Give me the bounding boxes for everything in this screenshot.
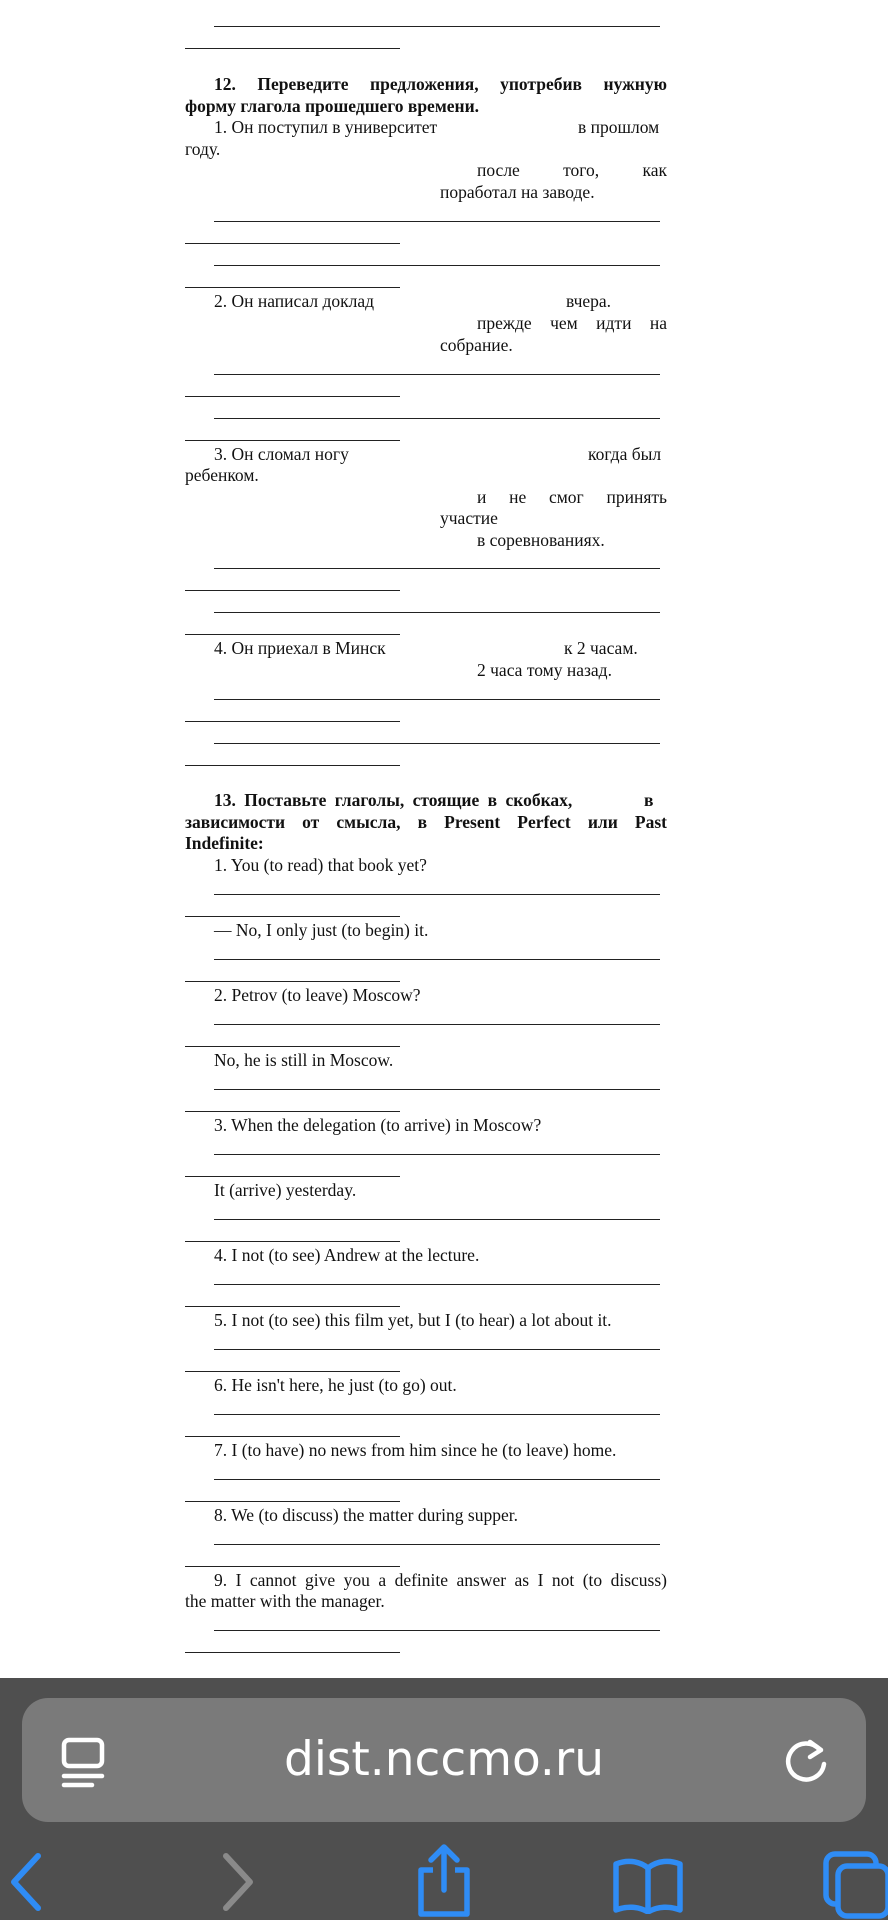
answer-line	[185, 634, 400, 635]
ex12-s2-text: 2. Он написал доклад	[214, 291, 375, 311]
ex13-item: 6. He isn't here, he just (to go) out.	[214, 1375, 457, 1395]
answer-line	[214, 1154, 660, 1155]
ex12-s2-translation: прежде чем идти на	[477, 313, 667, 333]
ex13-item: It (arrive) yesterday.	[214, 1180, 357, 1200]
answer-line	[185, 1371, 400, 1372]
ex12-s3-text: ребенком.	[185, 465, 259, 485]
answer-line	[185, 1176, 400, 1177]
ex13-item: 9. I cannot give you a definite answer as I not (to discuss)	[214, 1570, 667, 1590]
answer-line	[185, 1046, 400, 1047]
answer-line	[214, 1544, 660, 1545]
answer-line	[214, 26, 660, 27]
answer-line	[185, 1436, 400, 1437]
ex12-s3-translation: и не смог принять	[477, 487, 667, 507]
answer-line	[185, 243, 400, 244]
answer-line	[214, 265, 660, 266]
ex12-s1-translation: поработал на заводе.	[440, 182, 595, 202]
answer-line	[214, 1479, 660, 1480]
ex13-item: 2. Petrov (to leave) Moscow?	[214, 985, 421, 1005]
answer-line	[185, 981, 400, 982]
ex13-heading-line1: 13. Поставьте глаголы, стоящие в скобках,	[214, 790, 573, 810]
answer-line	[185, 1652, 400, 1653]
answer-line	[185, 287, 400, 288]
answer-line	[185, 1111, 400, 1112]
ex12-s3-text: когда был	[588, 444, 662, 464]
share-icon[interactable]	[413, 1842, 475, 1918]
ex13-heading-line2: зависимости от смысла, в Present Perfect или Past	[185, 812, 667, 832]
answer-line	[185, 916, 400, 917]
ex12-s1-text: в прошлом	[578, 117, 660, 137]
answer-line	[214, 743, 660, 744]
answer-line	[214, 1219, 660, 1220]
answer-line	[214, 699, 660, 700]
ex12-s2-text: вчера.	[566, 291, 612, 311]
ex13-item: 7. I (to have) no news from him since he (to leave) home.	[214, 1440, 617, 1460]
answer-line	[185, 1501, 400, 1502]
answer-line	[214, 374, 660, 375]
ex12-s1-text: 1. Он поступил в университет	[214, 117, 438, 137]
ex12-s2-translation: собрание.	[440, 335, 513, 355]
ex13-item: 8. We (to discuss) the matter during supper.	[214, 1505, 518, 1525]
ex12-s4-text: 4. Он приехал в Минск	[214, 638, 386, 658]
address-bar[interactable]	[22, 1698, 866, 1822]
answer-line	[214, 1284, 660, 1285]
url-text[interactable]: dist.nccmo.ru	[284, 1732, 604, 1787]
bookmarks-icon[interactable]	[612, 1856, 684, 1914]
ex12-heading-line2: форму глагола прошедшего времени.	[185, 96, 480, 116]
answer-line	[185, 1306, 400, 1307]
answer-line	[214, 418, 660, 419]
answer-line	[214, 612, 660, 613]
ex12-s3-translation: в соревнованиях.	[477, 530, 605, 550]
ex12-s1-translation: после того, как	[477, 160, 667, 180]
answer-line	[185, 440, 400, 441]
tabs-icon[interactable]	[820, 1850, 888, 1920]
ex13-heading-line1-end: в	[644, 790, 654, 810]
ex13-item: 1. You (to read) that book yet?	[214, 855, 427, 875]
ex13-heading-line3: Indefinite:	[185, 833, 264, 853]
answer-line	[214, 1414, 660, 1415]
ex12-heading-line1: 12. Переведите предложения, употребив нужную	[214, 74, 667, 94]
answer-line	[185, 721, 400, 722]
back-icon[interactable]	[6, 1850, 46, 1914]
ex13-item: the matter with the manager.	[185, 1591, 385, 1611]
ex13-item: — No, I only just (to begin) it.	[214, 920, 429, 940]
reload-icon[interactable]	[780, 1736, 832, 1788]
ex12-s4-text: к 2 часам.	[564, 638, 638, 658]
answer-line	[185, 765, 400, 766]
answer-line	[185, 48, 400, 49]
answer-line	[214, 568, 660, 569]
forward-icon[interactable]	[218, 1850, 258, 1914]
ex12-s4-translation: 2 часа тому назад.	[477, 660, 612, 680]
answer-line	[214, 221, 660, 222]
ex13-item: 5. I not (to see) this film yet, but I (to hear) a lot about it.	[214, 1310, 612, 1330]
answer-line	[214, 959, 660, 960]
answer-line	[214, 1089, 660, 1090]
answer-line	[214, 1630, 660, 1631]
answer-line	[185, 396, 400, 397]
answer-line	[214, 894, 660, 895]
ex13-item: No, he is still in Moscow.	[214, 1050, 394, 1070]
browser-toolbar	[0, 1678, 888, 1920]
ex13-item: 3. When the delegation (to arrive) in Moscow?	[214, 1115, 542, 1135]
ex13-item: 4. I not (to see) Andrew at the lecture.	[214, 1245, 480, 1265]
ex12-s3-translation: участие	[440, 508, 498, 528]
answer-line	[185, 1566, 400, 1567]
answer-line	[214, 1024, 660, 1025]
answer-line	[214, 1349, 660, 1350]
ex12-s1-text: году.	[185, 139, 221, 159]
answer-line	[185, 1241, 400, 1242]
ex12-s3-text: 3. Он сломал ногу	[214, 444, 349, 464]
answer-line	[185, 590, 400, 591]
